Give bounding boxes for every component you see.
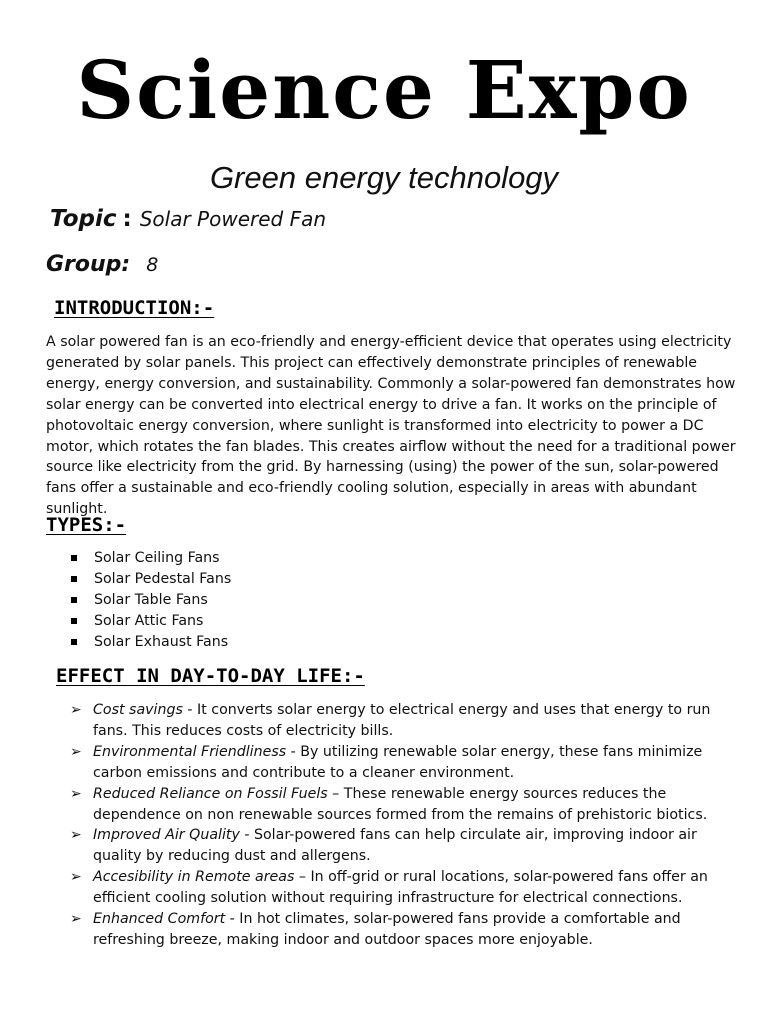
effect-description: Solar-powered fans can help circulate air, improving indoor air quality by reducing dust and allergens. <box>93 827 697 865</box>
effect-description: By utilizing renewable solar energy, these fans minimize carbon emissions and contribute to a cleaner environment. <box>93 743 703 781</box>
type-label: Solar Exhaust Fans <box>94 633 229 650</box>
effect-term: Environmental Friendliness <box>93 743 287 760</box>
effect-term: Accesibility in Remote areas <box>93 869 295 886</box>
topic-row <box>50 206 326 240</box>
list-item <box>70 867 742 909</box>
effect-separator: - <box>286 743 301 760</box>
square-bullet-icon <box>71 639 77 645</box>
effects-list <box>70 700 742 951</box>
effects-heading: EFFECT IN DAY-TO-DAY LIFE:- <box>56 665 365 687</box>
type-label: Solar Attic Fans <box>94 612 204 629</box>
square-bullet-icon <box>71 597 77 603</box>
effect-separator: - <box>225 911 240 928</box>
type-label: Solar Ceiling Fans <box>94 549 220 566</box>
effect-term: Cost savings <box>93 702 183 718</box>
effect-description: In hot climates, solar-powered fans provide a comfortable and refreshing breeze, making indoor and outdoor spaces more enjoyable. <box>93 911 681 948</box>
effect-term: Reduced Reliance on Fossil Fuels <box>93 785 328 802</box>
effect-separator: – <box>294 869 311 886</box>
types-heading: TYPES:- <box>46 514 127 536</box>
topic-label: Topic <box>50 206 117 232</box>
page-subtitle: Green energy technology <box>209 160 559 195</box>
effect-term: Improved Air Quality <box>93 827 240 844</box>
effect-separator: - <box>239 827 254 844</box>
square-bullet-icon <box>71 618 77 624</box>
group-row <box>46 252 158 284</box>
square-bullet-icon <box>71 576 77 582</box>
introduction-heading: INTRODUCTION:- <box>54 297 215 319</box>
arrow-bullet-icon: ➢ <box>70 869 82 886</box>
arrow-bullet-icon: ➢ <box>70 785 82 802</box>
effect-term: Enhanced Comfort <box>93 911 226 928</box>
group-label: Group: <box>46 252 131 277</box>
effect-description: It converts solar energy to electrical energy and uses that energy to run fans. This reduces costs of electricity bills. <box>93 702 711 739</box>
list-item <box>70 700 742 742</box>
list-item <box>70 909 742 951</box>
list-item <box>70 742 742 784</box>
list-item <box>70 825 742 867</box>
list-item <box>70 547 231 568</box>
effect-separator: - <box>182 702 198 718</box>
list-item <box>70 568 231 589</box>
arrow-bullet-icon: ➢ <box>70 702 82 718</box>
list-item <box>70 631 231 652</box>
effect-description: These renewable energy sources reduces the dependence on non renewable sources formed from the remains of prehistoric biotics. <box>93 785 708 823</box>
arrow-bullet-icon: ➢ <box>70 827 82 844</box>
page-title: Science Expo <box>76 43 692 137</box>
effect-description: In off-grid or rural locations, solar-powered fans offer an efficient cooling solution without requiring infrastructure for electrical connections. <box>93 869 708 907</box>
topic-colon: : <box>122 206 132 232</box>
arrow-bullet-icon: ➢ <box>70 743 82 760</box>
type-label: Solar Pedestal Fans <box>94 570 232 587</box>
list-item <box>70 589 231 610</box>
effect-separator: – <box>327 785 344 802</box>
group-value: 8 <box>146 254 159 276</box>
introduction-paragraph: A solar powered fan is an eco-friendly and energy-efficient device that operates using electricity generated by solar panels. This project can effectively demonstrate principles of renewable energy, energy conversion, and sustainability. Commonly a solar-powered fan demonstrates how solar energy can be converted into electrical energy to drive a fan. It works on the principle of photovoltaic energy conversion, where sunlight is transformed into electricity to power a DC motor, which rotates the fan blades. This creates airflow without the need for a traditional power source like electricity from the grid. By harnessing (using) the power of the sun, solar-powered fans offer a sustainable and eco-friendly cooling solution, especially in areas with abundant sunlight. <box>46 334 736 518</box>
list-item <box>70 610 231 631</box>
types-list <box>70 547 231 652</box>
list-item <box>70 784 742 826</box>
square-bullet-icon <box>71 555 77 561</box>
topic-value: Solar Powered Fan <box>139 207 327 231</box>
arrow-bullet-icon: ➢ <box>70 911 82 928</box>
type-label: Solar Table Fans <box>94 591 208 608</box>
